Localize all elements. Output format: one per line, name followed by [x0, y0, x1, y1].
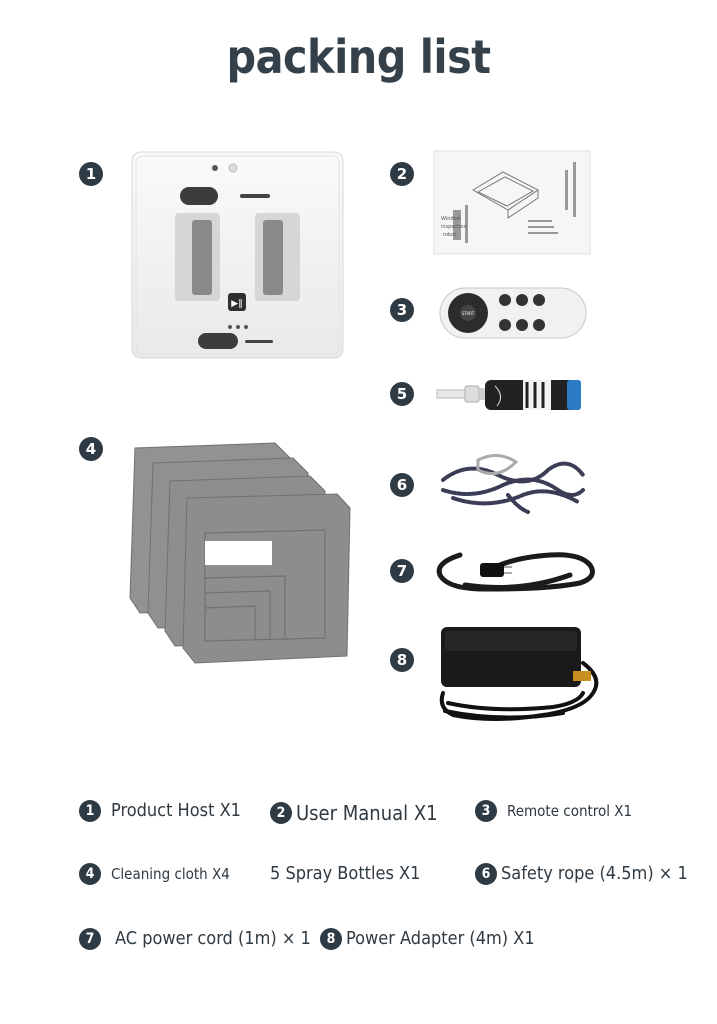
product-host-image [130, 150, 345, 364]
legend-item-6 [475, 863, 688, 885]
marker-2: 2 [390, 162, 414, 186]
marker-4: 4 [79, 437, 103, 461]
legend-item-4 [79, 863, 230, 885]
marker-7: 7 [390, 559, 414, 583]
legend-item-1 [79, 800, 241, 822]
legend-text-3: Remote control X1 [507, 802, 633, 820]
marker-8: 8 [390, 648, 414, 672]
legend-num-6: 6 [475, 863, 497, 885]
legend-item-2 [270, 802, 438, 824]
manual-cover-line-1: Window [441, 216, 461, 222]
ac-power-cord-image [430, 545, 600, 601]
remote-control-image [438, 285, 588, 345]
user-manual-image [433, 150, 591, 259]
marker-1: 1 [79, 162, 103, 186]
legend-text-2: User Manual X1 [296, 801, 438, 825]
legend-text-1: Product Host X1 [111, 800, 241, 821]
marker-5: 5 [390, 382, 414, 406]
legend-text-6: Safety rope (4.5m) × 1 [501, 863, 688, 884]
cleaning-cloths-image [125, 438, 355, 672]
legend-item-7 [79, 928, 311, 950]
legend-item-8 [320, 928, 535, 950]
legend-text-7: AC power cord (1m) × 1 [115, 928, 311, 949]
manual-cover-line-3: robot [443, 232, 457, 238]
marker-6: 6 [390, 473, 414, 497]
legend-text-8: Power Adapter (4m) X1 [346, 928, 535, 949]
safety-rope-image [438, 450, 586, 519]
legend-num-3: 3 [475, 800, 497, 822]
legend-item-5 [270, 863, 420, 885]
remote-start-label: START [461, 311, 475, 316]
spray-bottle-image [435, 372, 585, 422]
svg-text:▶‖: ▶‖ [231, 299, 243, 309]
manual-cover-line-2: inspection [441, 224, 467, 230]
page-title: packing list [226, 30, 491, 84]
legend-num-1: 1 [79, 800, 101, 822]
marker-3: 3 [390, 298, 414, 322]
legend-num-4: 4 [79, 863, 101, 885]
power-adapter-image [433, 623, 608, 732]
legend-num-7: 7 [79, 928, 101, 950]
legend-text-4: Cleaning cloth X4 [111, 865, 230, 883]
legend-num-2: 2 [270, 802, 292, 824]
legend-item-3 [475, 800, 632, 822]
legend-text-5: 5 Spray Bottles X1 [270, 863, 421, 884]
legend-num-8: 8 [320, 928, 342, 950]
